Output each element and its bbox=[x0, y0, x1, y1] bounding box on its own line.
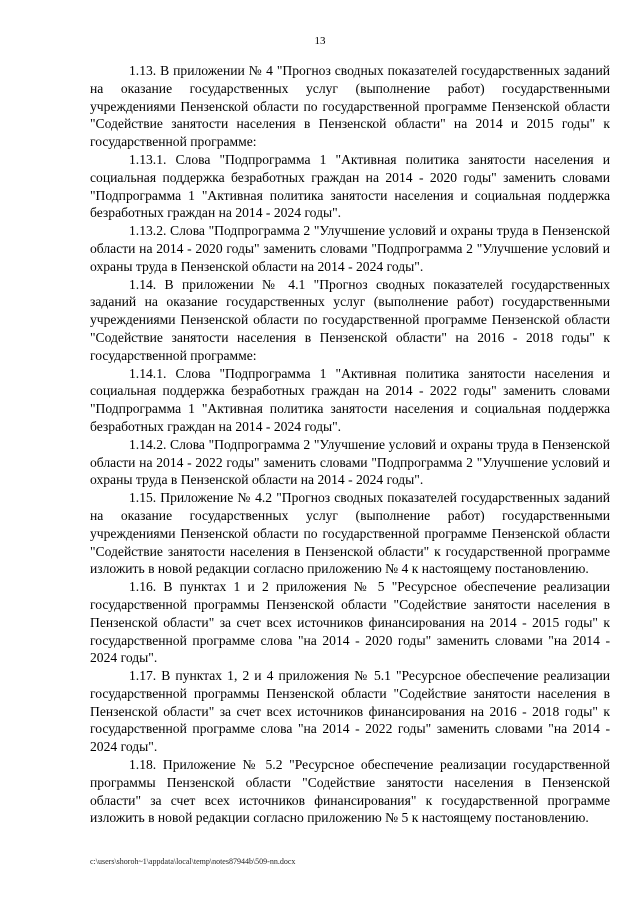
paragraph-1-15: 1.15. Приложение № 4.2 "Прогноз сводных показателей государственных заданий на оказание государственных услуг (выполнение работ) государственными учреждениями Пензенской области по государственной программе Пензенской области "Содействие занятости населения в Пензенской области" к государственной программе изложить в новой редакции согласно приложению № 4 к настоящему постановлению. bbox=[90, 490, 610, 577]
page-number: 13 bbox=[314, 35, 326, 47]
paragraph-1-13-2: 1.13.2. Слова "Подпрограмма 2 "Улучшение условий и охраны труда в Пензенской области на 2014 - 2020 годы" заменить словами "Подпрограмма 2 "Улучшение условий и охраны труда в Пензенской области на 2014 - 2024 годы". bbox=[90, 223, 610, 274]
paragraph-1-14-2: 1.14.2. Слова "Подпрограмма 2 "Улучшение условий и охраны труда в Пензенской области на 2014 - 2022 годы" заменить словами "Подпрограмма 2 "Улучшение условий и охраны труда в Пензенской области на 2014 - 2024 годы". bbox=[90, 436, 610, 488]
paragraph-1-14: 1.14. В приложении № 4.1 "Прогноз сводных показателей государственных заданий на оказание государственных услуг (выполнение работ) государственными учреждениями Пензенской области по государственной программе Пензенской области "Содействие занятости населения в Пензенской области" на 2016 - 2018 годы" к государственной программе: bbox=[90, 276, 610, 363]
paragraph-1-13-1: 1.13.1. Слова "Подпрограмма 1 "Активная политика занятости населения и социальная поддержка безработных граждан на 2014 - 2020 годы" заменить словами "Подпрограмма 1 "Активная политика занятости населения и социальная поддержка безработных граждан на 2014 - 2024 годы". bbox=[90, 151, 610, 221]
paragraph-1-18: 1.18. Приложение № 5.2 "Ресурсное обеспечение реализации государственной программы Пензенской области "Содействие занятости населения в Пензенской области" за счет всех источников финансирования" к государственной программе изложить в новой редакции согласно приложению № 5 к настоящему постановлению. bbox=[90, 757, 610, 826]
footer-file-path: c:\users\shoroh~1\appdata\local\temp\notes87944b\509-nn.docx bbox=[90, 857, 296, 866]
document-body bbox=[90, 62, 610, 827]
paragraph-1-14-1: 1.14.1. Слова "Подпрограмма 1 "Активная политика занятости населения и социальная поддержка безработных граждан на 2014 - 2022 годы" заменить словами "Подпрограмма 1 "Активная политика занятости населения и социальная поддержка безработных граждан на 2014 - 2024 годы". bbox=[90, 365, 610, 434]
paragraph-1-13: 1.13. В приложении № 4 "Прогноз сводных показателей государственных заданий на оказание государственных услуг (выполнение работ) государственными учреждениями Пензенской области по государственной программе Пензенской области "Содействие занятости населения в Пензенской области" на 2014 и 2015 годы" к государственной программе: bbox=[90, 63, 610, 150]
paragraph-1-16: 1.16. В пунктах 1 и 2 приложения № 5 "Ресурсное обеспечение реализации государственной программы Пензенской области "Содействие занятости населения в Пензенской области" за счет всех источников финансирования на 2014 - 2015 годы" к государственной программе слова "на 2014 - 2020 годы" заменить словами "на 2014 - 2024 годы". bbox=[90, 579, 610, 666]
paragraph-1-17: 1.17. В пунктах 1, 2 и 4 приложения № 5.1 "Ресурсное обеспечение реализации государственной программы Пензенской области "Содействие занятости населения в Пензенской области" за счет всех источников финансирования на 2016 - 2018 годы" к государственной программе слова "на 2014 - 2022 годы" заменить словами "на 2014 - 2024 годы". bbox=[90, 668, 610, 755]
